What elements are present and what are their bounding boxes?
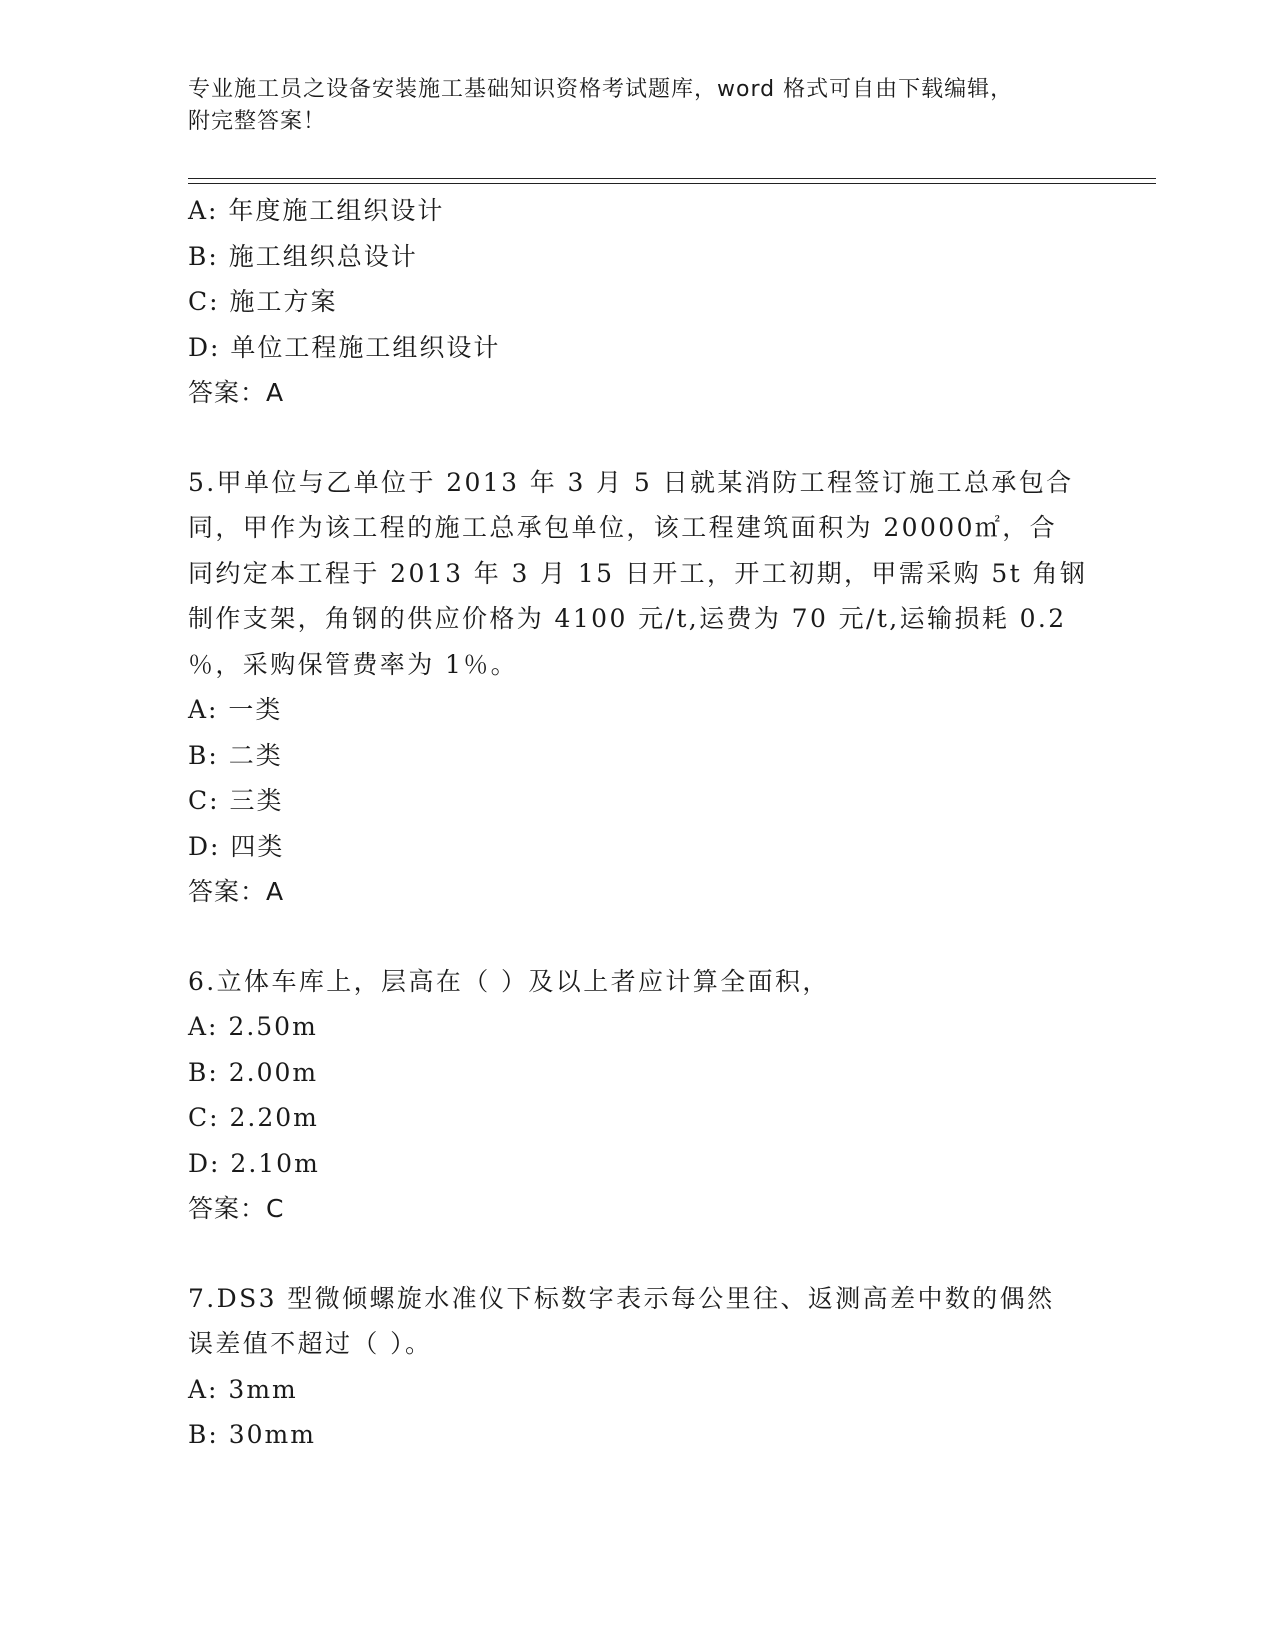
q5-option-b: B: 二类 <box>188 740 283 770</box>
q7-option-b: B: 30mm <box>188 1420 316 1449</box>
question-7 <box>188 1276 1088 1458</box>
q6-answer: 答案：C <box>188 1194 285 1223</box>
q5-text-line: ％，采购保管费率为 1％。 <box>188 649 519 679</box>
question-4 <box>188 188 1088 416</box>
spacer <box>188 1232 1088 1276</box>
q7-text-line: 7.DS3 型微倾螺旋水准仪下标数字表示每公里往、返测高差中数的偶然 <box>188 1283 1055 1313</box>
q7-text-line: 误差值不超过（ ）。 <box>188 1329 433 1358</box>
q6-option-a: A: 2.50m <box>188 1012 318 1041</box>
q6-option-d: D: 2.10m <box>188 1148 320 1178</box>
q5-option-c: C: 三类 <box>188 786 284 815</box>
q6-option-b: B: 2.00m <box>188 1057 319 1087</box>
q4-answer: 答案：A <box>188 378 285 407</box>
q4-option-d: D: 单位工程施工组织设计 <box>188 332 501 362</box>
q5-text-line: 制作支架，角钢的供应价格为 4100 元/t,运费为 70 元/t,运输损耗 0.2 <box>188 604 1067 633</box>
q6-text-line: 6.立体车库上，层高在（ ）及以上者应计算全面积， <box>188 966 830 996</box>
q7-option-a: A: 3mm <box>188 1374 298 1404</box>
question-5 <box>188 460 1088 915</box>
q6-option-c: C: 2.20m <box>188 1103 319 1132</box>
q4-option-a: A: 年度施工组织设计 <box>188 196 445 225</box>
spacer <box>188 416 1088 460</box>
document-header <box>188 74 1088 138</box>
q5-text-line: 同，甲作为该工程的施工总承包单位，该工程建筑面积为 20000㎡，合 <box>188 513 1058 542</box>
q5-text-line: 5.甲单位与乙单位于 2013 年 3 月 5 日就某消防工程签订施工总承包合 <box>188 467 1074 497</box>
q5-option-a: A: 一类 <box>188 695 283 724</box>
q5-text-line: 同约定本工程于 2013 年 3 月 15 日开工，开工初期，甲需采购 5t 角钢 <box>188 558 1088 588</box>
header-divider <box>188 178 1156 184</box>
header-line-2: 附完整答案！ <box>188 109 327 134</box>
q5-answer: 答案：A <box>188 877 285 906</box>
document-body <box>188 188 1088 1458</box>
spacer <box>188 915 1088 959</box>
q4-option-c: C: 施工方案 <box>188 287 338 316</box>
header-line-1: 专业施工员之设备安装施工基础知识资格考试题库，word 格式可自由下载编辑， <box>188 77 1014 102</box>
q5-option-d: D: 四类 <box>188 831 285 861</box>
q4-option-b: B: 施工组织总设计 <box>188 241 418 271</box>
question-6 <box>188 959 1088 1232</box>
